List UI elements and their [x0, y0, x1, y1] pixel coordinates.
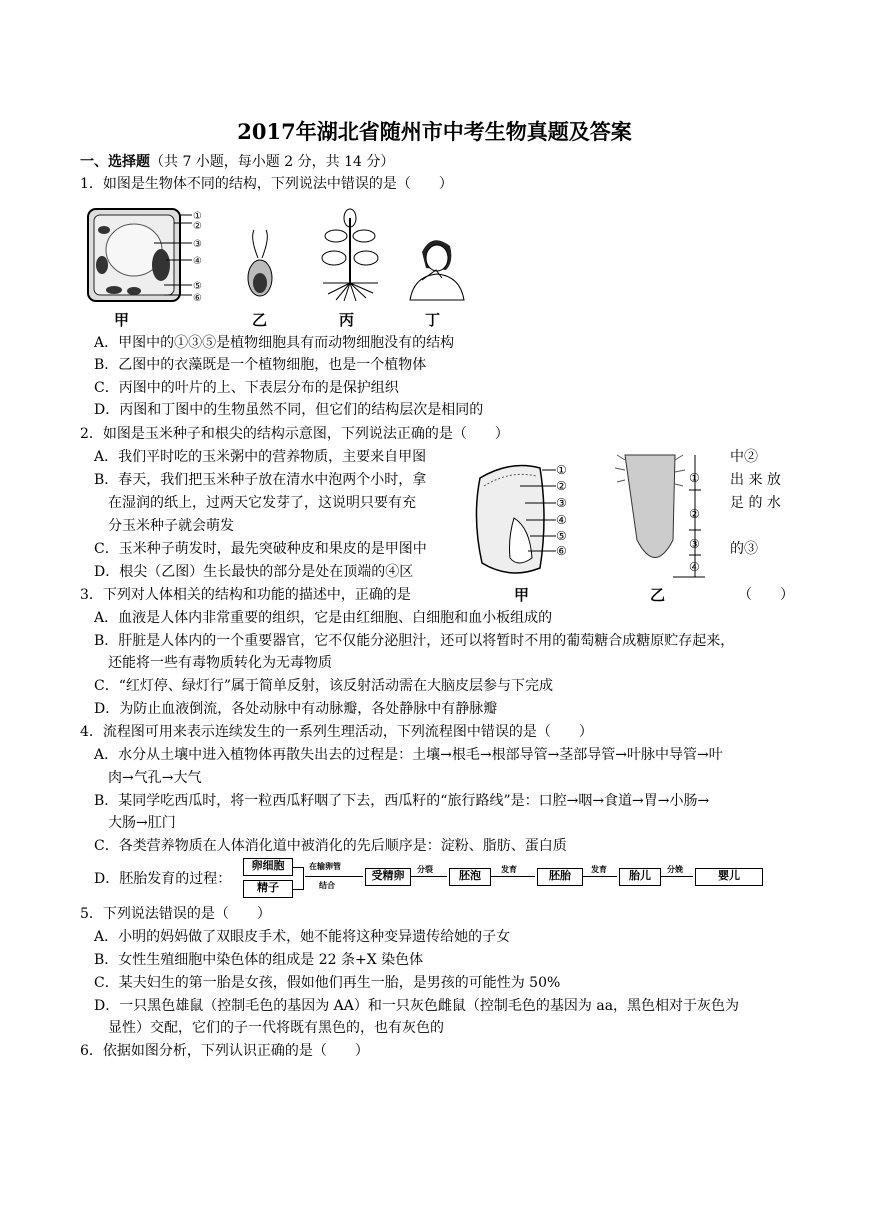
q2-option-b-cont: 分玉米种子就会萌发 [108, 518, 234, 534]
flagella [253, 230, 268, 258]
figure-label-yi: 乙 [252, 311, 268, 329]
q2-option-b: B．春天，我们把玉米种子放在清水中泡两个小时，拿 [94, 472, 427, 488]
flow-label: 发育 [591, 864, 607, 874]
q5-option-b: B．女性生殖细胞中染色体的组成是 22 条+X 染色体 [94, 952, 424, 968]
chloroplast [127, 287, 141, 295]
leaf [353, 230, 375, 242]
flow-box-fetus: 胎儿 [619, 868, 661, 886]
q4-option-a-cont: 肉→气孔→大气 [108, 770, 202, 786]
plant-cell-figure [84, 205, 214, 305]
chloroplast [253, 273, 267, 293]
q2-stem: 2．如图是玉米种子和根尖的结构示意图，下列说法正确的是（ ） [80, 426, 509, 442]
q4-option-b-cont: 大肠→肛门 [108, 815, 176, 831]
q2-option-b-cont: 在湿润的纸上，过两天它发芽了，这说明只要有充 [108, 495, 416, 511]
q2-option-c: C．玉米种子萌发时，最先突破种皮和果皮的是甲图中 [94, 541, 427, 557]
seed-marker: ⑤ [556, 529, 567, 543]
seed-marker: ⑥ [556, 544, 567, 558]
cell-marker: ③ [193, 239, 202, 250]
section-heading: 一、选择题 [80, 154, 150, 170]
flow-box-baby: 婴儿 [695, 868, 763, 886]
seed-marker: ③ [556, 496, 567, 510]
seed-marker: ① [556, 463, 567, 477]
figure-label-jia: 甲 [114, 311, 130, 329]
q3-stem: 3．下列对人体相关的结构和功能的描述中，正确的是 [80, 587, 411, 603]
q4-option-d: D．胚胎发育的过程： [94, 871, 232, 887]
section-note: （共 7 小题，每小题 2 分，共 14 分） [150, 154, 395, 170]
q3-option-a: A．血液是人体内非常重要的组织，它是由红细胞、白细胞和血小板组成的 [94, 610, 553, 626]
flow-arrow [491, 876, 535, 877]
flow-box-blastocyst: 胚泡 [449, 868, 491, 886]
root-body [625, 455, 675, 558]
q1-option-a: A．甲图中的①③⑤是植物细胞具有而动物细胞没有的结构 [94, 335, 455, 351]
q1-option-b: B．乙图中的衣藻既是一个植物细胞，也是一个植物体 [94, 357, 427, 373]
flow-label: 结合 [319, 880, 335, 890]
q3-option-c: C．“红灯停、绿灯行”属于简单反射，该反射活动需在大脑皮层参与下完成 [94, 678, 554, 694]
q5-option-d: D．一只黑色雄鼠（控制毛色的基因为 AA）和一只灰色雌鼠（控制毛色的基因为 aa，黑色相对于灰色为 [94, 998, 740, 1014]
q2-option-a: A．我们平时吃的玉米粥中的营养物质，主要来自甲图 [94, 449, 427, 465]
plant-figure [318, 208, 383, 303]
q5-option-c: C．某夫妇生的第一胎是女孩，假如他们再生一胎，是男孩的可能性为 50% [94, 975, 561, 991]
q6-stem: 6．依据如图分析，下列认识正确的是（ ） [80, 1043, 369, 1059]
root-marker: ② [689, 507, 700, 521]
cell-marker: ② [193, 221, 202, 232]
q3-option-b: B．肝脏是人体内的一个重要器官，它不仅能分泌胆汁，还可以将暂时不用的葡萄糖合成糖原贮存起来， [94, 633, 735, 649]
flow-bracket [293, 867, 304, 890]
section-header [80, 152, 394, 172]
flow-box-egg: 卵细胞 [243, 858, 293, 876]
page-title: 2017年湖北省随州市中考生物真题及答案 [237, 119, 632, 144]
figure-label-bing: 丙 [339, 311, 355, 329]
q3-option-d: D．为防止血液倒流，各处动脉中有动脉瓣，各处静脉中有静脉瓣 [94, 701, 498, 717]
flow-box-embryo: 胚胎 [537, 868, 583, 886]
embryo-flow-chart [243, 858, 773, 898]
leaf [325, 230, 347, 242]
q4-stem: 4．流程图可用来表示连续发生的一系列生理活动，下列流程图中错误的是（ ） [80, 724, 593, 740]
q5-option-d-cont: 显性）交配，它们的子一代将既有黑色的，也有灰色的 [108, 1020, 444, 1036]
flow-arrow [305, 876, 363, 877]
root-marker: ③ [689, 537, 700, 551]
leaf [354, 251, 378, 265]
q5-stem: 5．下列说法错误的是（ ） [80, 906, 271, 922]
face [426, 245, 448, 271]
chloroplast [98, 226, 110, 234]
q3-paren: （ ） [738, 587, 794, 603]
q2-right-fragment: 中② [730, 449, 758, 465]
flow-arrow [411, 876, 447, 877]
flow-label: 分娩 [667, 864, 683, 874]
nucleus [152, 249, 170, 281]
seed-marker: ④ [556, 513, 567, 527]
q2-right-fragment: 足 的 水 [730, 495, 781, 511]
q3-option-b-cont: 还能将一些有毒物质转化为无毒物质 [108, 655, 332, 671]
cell-marker: ① [193, 211, 202, 222]
root-marker: ① [689, 471, 700, 485]
q4-option-b: B．某同学吃西瓜时，将一粒西瓜籽咽了下去，西瓜籽的“旅行路线”是：口腔→咽→食道→胃→小肠→ [94, 793, 710, 809]
torso [410, 274, 464, 300]
leaf [322, 251, 346, 265]
q2-right-fragment: 出 来 放 [730, 472, 781, 488]
q1-option-c: C．丙图中的叶片的上、下表层分布的是保护组织 [94, 380, 399, 396]
roots [328, 283, 373, 301]
flow-arrow [583, 876, 617, 877]
q4-option-a: A．水分从土壤中进入植物体再散失出去的过程是：土壤→根毛→根部导管→茎部导管→叶脉中导管→叶 [94, 747, 723, 763]
cell-marker: ⑥ [193, 293, 202, 304]
person-figure [402, 232, 467, 302]
chloroplast [96, 256, 108, 274]
q2-figure-label-yi: 乙 [650, 586, 666, 604]
flow-label: 发育 [501, 864, 517, 874]
corn-seed-figure [470, 458, 580, 583]
q2-figure-label-jia: 甲 [514, 586, 530, 604]
flow-label: 分裂 [417, 864, 433, 874]
chlamydomonas-figure [240, 228, 280, 308]
flow-box-zygote: 受精卵 [365, 868, 411, 886]
figure-label-ding: 丁 [425, 311, 441, 329]
cell-marker: ④ [193, 256, 202, 267]
chloroplast [106, 286, 122, 294]
flow-box-sperm: 精子 [243, 880, 293, 898]
root-tip-figure [615, 450, 715, 580]
q2-option-d: D．根尖（乙图）生长最快的部分是处在顶端的④区 [94, 564, 414, 580]
q1-option-d: D．丙图和丁图中的生物虽然不同，但它们的结构层次是相同的 [94, 402, 484, 418]
q2-right-fragment: 的③ [730, 541, 758, 557]
q1-stem: 1．如图是生物体不同的结构，下列说法中错误的是（ ） [80, 176, 453, 192]
q4-option-c: C．各类营养物质在人体消化道中被消化的先后顺序是：淀粉、脂肪、蛋白质 [94, 838, 567, 854]
seed-marker: ② [556, 479, 567, 493]
flow-label: 在输卵管 [309, 861, 341, 871]
flow-arrow [661, 876, 693, 877]
cell-marker: ⑤ [193, 281, 202, 292]
root-marker: ④ [689, 560, 700, 574]
q5-option-a: A．小明的妈妈做了双眼皮手术，她不能将这种变异遗传给她的子女 [94, 929, 511, 945]
